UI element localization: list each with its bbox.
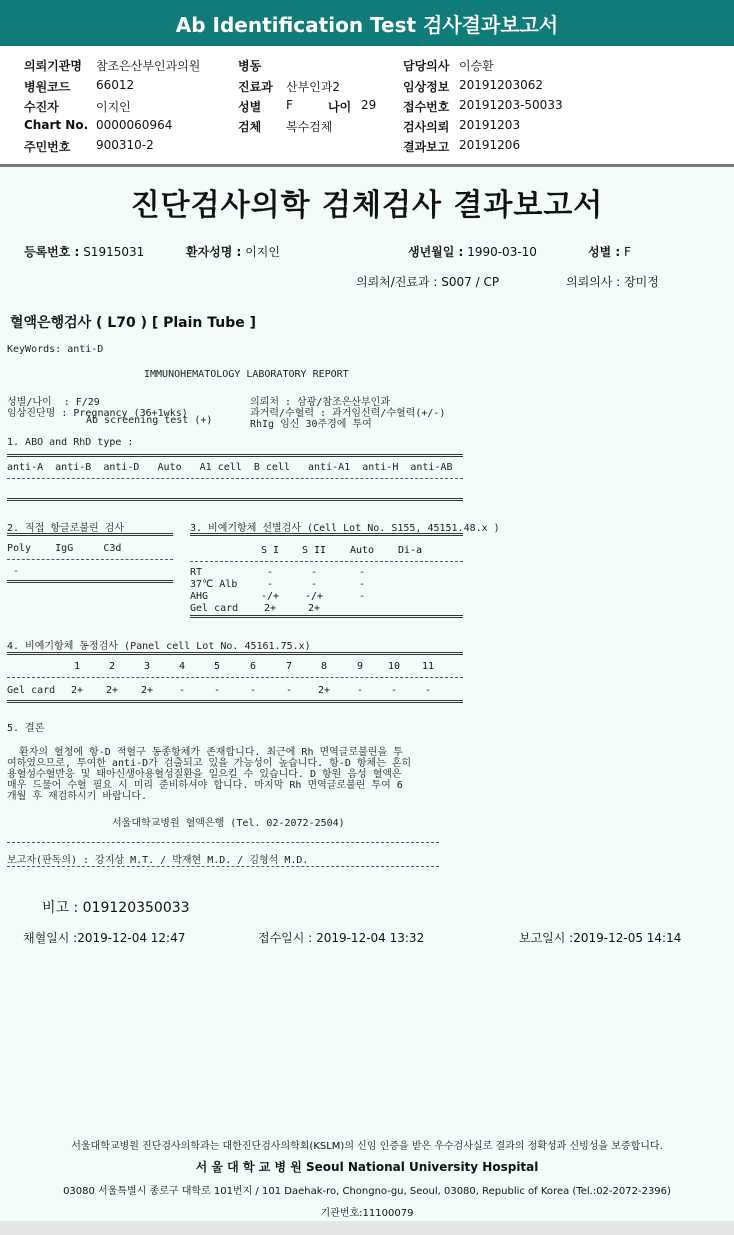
sex-age-line: 성별/나이 : F/29 (7, 397, 100, 408)
chart-label: Chart No. (24, 118, 89, 132)
receipt-value: 20191203-50033 (459, 98, 563, 112)
section-4-title: 4. 비예기항체 동정검사 (Panel cell Lot No. 45161.75.x) (7, 641, 311, 652)
clinical-label: 임상정보 (403, 80, 450, 94)
report-title: Ab Identification Test 검사결과보고서 (175, 12, 559, 37)
specimen-label: 검체 (238, 120, 262, 134)
conclusion-line: 개월 후 재검하시기 바랍니다. (7, 791, 148, 802)
patient-sex: 성별 : F (588, 245, 631, 259)
conclusion-line: 여하였으므로, 투여한 anti-D가 검출되고 있을 가능성이 높습니다. 항-D 항체는 흔히 (7, 758, 412, 769)
section-1-title: 1. ABO and RhD type : (7, 437, 134, 448)
birth-date: 생년월일 : 1990-03-10 (408, 245, 537, 259)
rule (7, 478, 463, 479)
rule (7, 454, 463, 457)
screening-cell: - (358, 567, 366, 578)
panel-cell-number: 3 (143, 661, 151, 672)
chart-value: 0000060964 (96, 118, 173, 132)
panel-cell-number: 11 (421, 661, 435, 672)
test-title: 혈액은행검사 ( L70 ) [ Plain Tube ] (10, 315, 257, 331)
conclusion-line: 환자의 혈청에 항-D 적혈구 동종항체가 존재합니다. 최근에 Rh 면역글로불린을 투 (7, 747, 403, 758)
screening-cell: 2+ (307, 603, 321, 614)
panel-cell-value: 2+ (140, 685, 154, 696)
rhig-line: RhIg 임신 30주경에 투여 (250, 419, 372, 430)
bloodbank-contact: 서울대학교병원 혈액은행 (Tel. 02-2072-2504) (112, 818, 345, 829)
rule (7, 677, 463, 678)
rule (190, 615, 463, 618)
screening-cell: -/+ (260, 591, 280, 602)
report-time: 보고일시 :2019-12-05 14:14 (519, 931, 682, 945)
panel-row-label: Gel card (7, 685, 56, 696)
panel-cell-value: 2+ (105, 685, 119, 696)
panel-cell-value: - (178, 685, 186, 696)
screening-col-header: Di-a (397, 545, 423, 556)
screening-row-label: 37℃ Alb (190, 579, 238, 590)
institution-value: 참조은산부인과의원 (96, 59, 201, 73)
receipt-label: 접수번호 (403, 100, 450, 114)
request-label: 검사의뢰 (403, 120, 450, 134)
conclusion-line: 매우 드물어 수혈 필요 시 미리 준비하셔야 합니다. 마지막 Rh 면역글로불린 투여 6 (7, 780, 403, 791)
section-3-title: 3. 비예기항체 선별검사 (Cell Lot No. S155, 45151.48.x ) (190, 523, 500, 534)
conclusion-line: 용혈성수혈반응 및 태아신생아용혈성질환을 일으킬 수 있습니다. D 항원 음성 혈액은 (7, 769, 402, 780)
panel-cell-number: 5 (213, 661, 221, 672)
screening-row-label: Gel card (190, 603, 239, 614)
rule (7, 498, 463, 501)
screening-row-label: RT (190, 567, 203, 578)
dat-header: Poly IgG C3d (7, 543, 122, 554)
rule (7, 559, 173, 560)
request-info-panel (0, 46, 734, 166)
dept-label: 진료과 (238, 80, 273, 94)
dept-value: 산부인과2 (286, 80, 341, 94)
panel-cell-number: 4 (178, 661, 186, 672)
dat-value: - (7, 566, 20, 577)
screening-cell: -/+ (304, 591, 324, 602)
hospital-code-value: 66012 (96, 78, 135, 92)
screening-cell: - (310, 567, 318, 578)
screening-row-label: AHG (190, 591, 209, 602)
panel-cell-value: - (390, 685, 398, 696)
screening-cell: 2+ (263, 603, 277, 614)
panel-cell-number: 1 (73, 661, 81, 672)
screening-col-header: S II (301, 545, 327, 556)
patient-name: 환자성명 : 이지인 (186, 245, 280, 259)
panel-cell-value: - (213, 685, 221, 696)
rule (190, 561, 463, 562)
requesting-dept: 의뢰처/진료과 : S007 / CP (356, 275, 500, 289)
screening-cell: - (266, 567, 274, 578)
panel-cell-value: - (249, 685, 257, 696)
age-label: 나이 (328, 100, 352, 114)
remarks: 비고 : 019120350033 (42, 900, 190, 916)
rule (7, 866, 439, 867)
panel-cell-number: 8 (320, 661, 328, 672)
panel-cell-value: - (285, 685, 293, 696)
lab-report-title: IMMUNOHEMATOLOGY LABORATORY REPORT (144, 369, 349, 380)
request-value: 20191203 (459, 118, 521, 132)
receipt-time: 접수일시 : 2019-12-04 13:32 (258, 931, 425, 945)
document-title: 진단검사의학 검체검사 결과보고서 (130, 188, 604, 223)
screening-col-header: S I (260, 545, 280, 556)
sex-label: 성별 (238, 100, 262, 114)
history-line: 과거력/수혈력 : 과거임신력/수혈력(+/-) (250, 408, 446, 419)
doctor-label: 담당의사 (403, 59, 450, 73)
panel-cell-number: 6 (249, 661, 257, 672)
panel-cell-value: 2+ (70, 685, 84, 696)
screening-cell: - (358, 579, 366, 590)
screening-col-header: Auto (349, 545, 375, 556)
certification-text: 서울대학교병원 진단검사의학과는 대한진단검사의학회(KSLM)의 신임 인증을 받은 우수검사실로 결과의 정확성과 신빙성을 보증합니다. (71, 1141, 663, 1152)
hospital-code-label: 병원코드 (24, 80, 71, 94)
diagnosis-line-2: Ab screening test (+) (86, 415, 213, 426)
collection-time: 채혈일시 :2019-12-04 12:47 (23, 931, 186, 945)
sex-value: F (286, 98, 293, 112)
panel-cell-number: 2 (108, 661, 116, 672)
requesting-physician: 의뢰의사 : 장미정 (566, 275, 659, 289)
rule (7, 652, 463, 655)
panel-cell-value: - (356, 685, 364, 696)
footer-bar (0, 1221, 734, 1235)
age-value: 29 (361, 98, 377, 112)
patient-label: 수진자 (24, 100, 59, 114)
rule (190, 533, 463, 536)
clinical-value: 20191203062 (459, 78, 543, 92)
panel-cell-number: 9 (356, 661, 364, 672)
hospital-address: 03080 서울특별시 종로구 대학로 101번지 / 101 Daehak-ro, Chongno-gu, Seoul, 03080, Republic of Korea (Tel.:02-2072-2396) (63, 1186, 671, 1197)
report-title-bar (0, 0, 734, 46)
hospital-name: 서 울 대 학 교 병 원 Seoul National University Hospital (195, 1160, 539, 1174)
patient-value: 이지인 (96, 100, 131, 114)
report-date-value: 20191206 (459, 138, 521, 152)
panel-cell-value: - (424, 685, 432, 696)
section-2-title: 2. 직접 항글로불린 검사 (7, 523, 125, 534)
institution-number: 기관번호:11100079 (320, 1208, 414, 1219)
report-date-label: 결과보고 (403, 140, 450, 154)
screening-cell: - (358, 591, 366, 602)
screening-cell: - (266, 579, 274, 590)
rule (7, 842, 439, 843)
requesting-place: 의뢰처 : 삼광/참조은산부인과 (250, 397, 391, 408)
panel-cell-number: 7 (285, 661, 293, 672)
abo-header: anti-A anti-B anti-D Auto A1 cell B cell anti-A1 anti-H anti-AB (7, 462, 453, 473)
keywords: KeyWords: anti-D (7, 344, 104, 355)
panel-cell-number: 10 (387, 661, 401, 672)
institution-label: 의뢰기관명 (24, 59, 82, 73)
specimen-value: 복수검체 (286, 120, 333, 134)
reg-no: 등록번호 : S1915031 (24, 245, 145, 259)
ward-label: 병동 (238, 59, 262, 73)
diagnosis-line-1: 임상진단명 : Pregnancy (36+1wks) (7, 408, 188, 419)
id-value: 900310-2 (96, 138, 154, 152)
screening-cell: - (310, 579, 318, 590)
doctor-value: 이승환 (459, 59, 494, 73)
panel-cell-value: 2+ (317, 685, 331, 696)
rule (7, 533, 173, 536)
reporter-line: 보고자(판독의) : 강지상 M.T. / 박재현 M.D. / 김형석 M.D. (7, 855, 309, 866)
rule (7, 700, 463, 703)
id-label: 주민번호 (24, 140, 71, 154)
section-5-title: 5. 결론 (7, 723, 45, 734)
rule (7, 580, 173, 583)
